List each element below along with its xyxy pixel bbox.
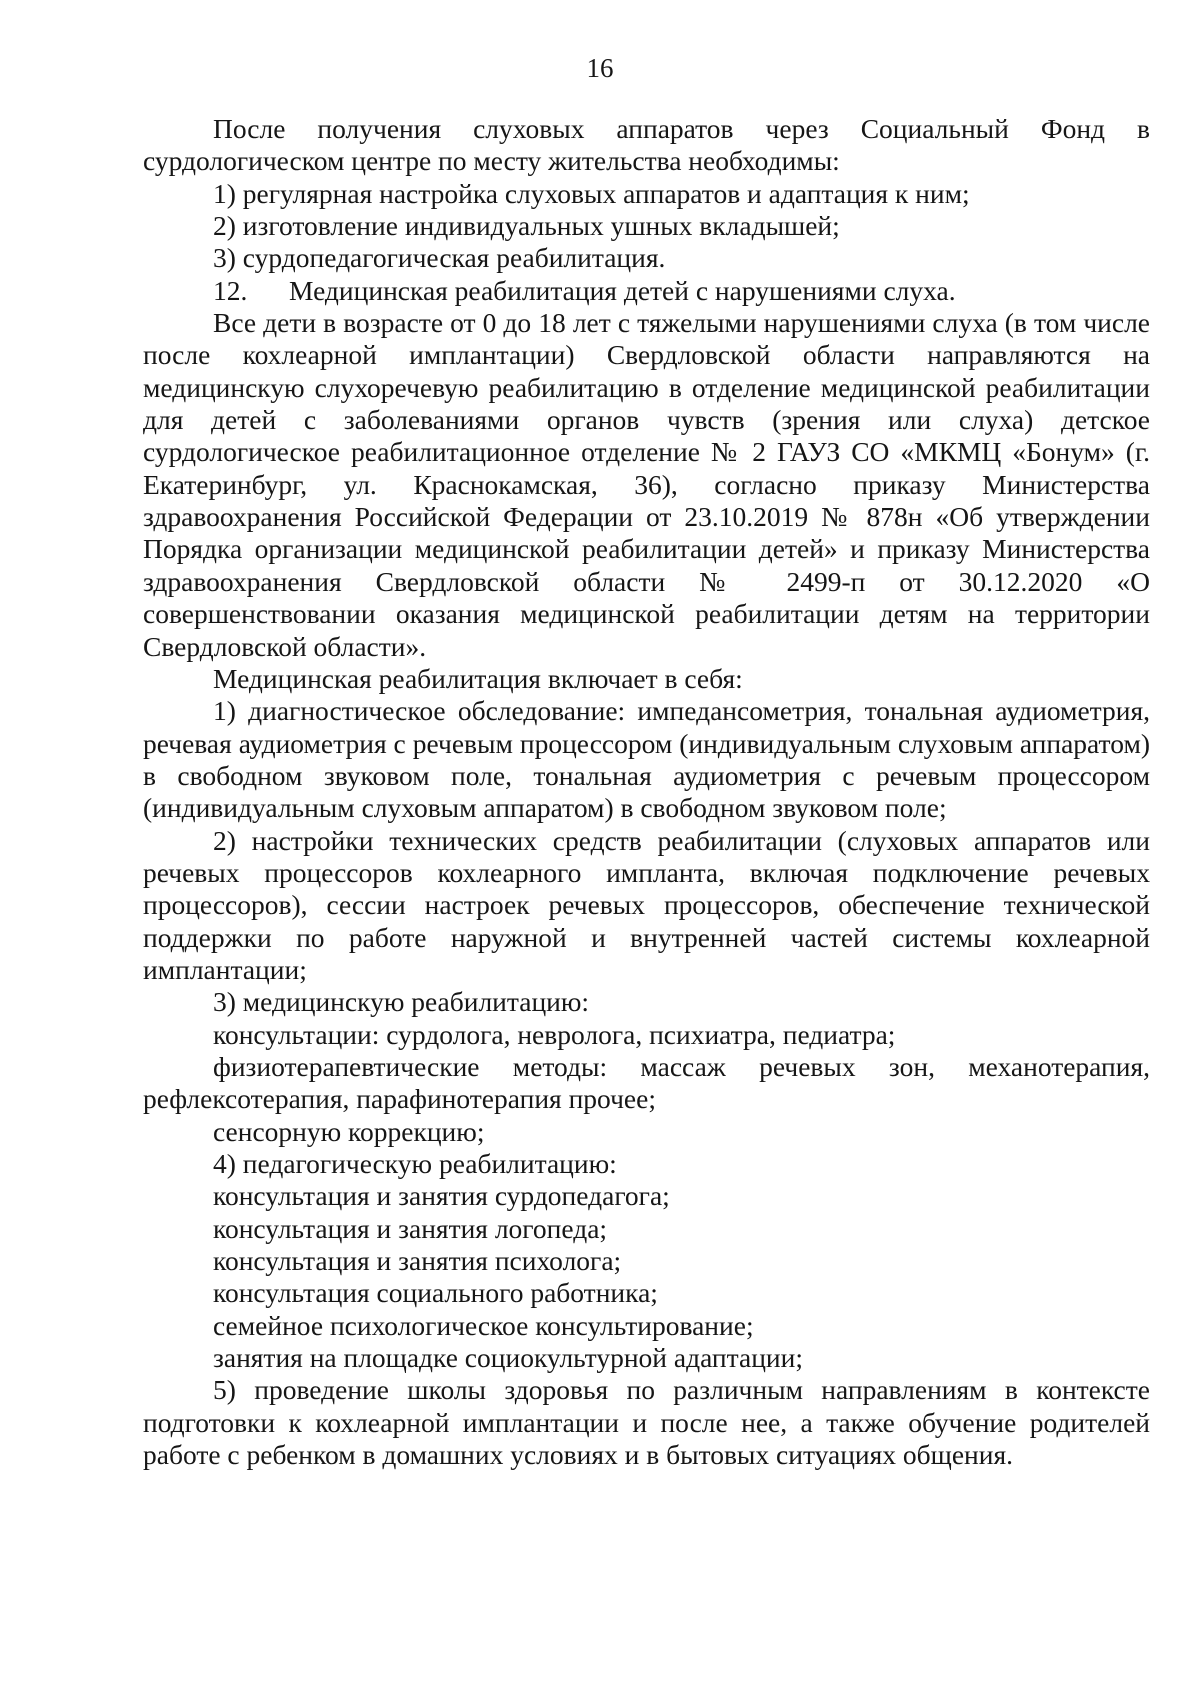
list-item-speech-therapist: консультация и занятия логопеда; bbox=[213, 1212, 608, 1244]
section-title: Медицинская реабилитация детей с нарушениями слуха. bbox=[289, 274, 956, 306]
list-item-pedagogical-rehab: 4) педагогическую реабилитацию: bbox=[213, 1148, 617, 1179]
list-item-health-school: 5) проведение школы здоровья по различным направлениям в контексте подготовки к кохлеарной имплантации и после нее, а также обучение родителей работе с ребенком в домашних условиях и в бытовых ситуациях общения. bbox=[143, 1374, 1150, 1471]
list-item-physiotherapy: физиотерапевтические методы: массаж речевых зон, механотерапия, рефлексотерапия, парафинотерапия прочее; bbox=[143, 1050, 1150, 1115]
paragraph-includes: Медицинская реабилитация включает в себя: bbox=[213, 662, 743, 694]
list-item-sociocultural: занятия на площадке социокультурной адаптации; bbox=[213, 1342, 804, 1374]
list-item-earmolds: 2) изготовление индивидуальных ушных вкладышей; bbox=[213, 210, 840, 242]
section-heading bbox=[143, 275, 1150, 307]
list-item-diagnostics: 1) диагностическое обследование: импедансометрия, тональная аудиометрия, речевая аудиометрия с речевым процессором (индивидуальным слуховым аппаратом) в свободном звуковом поле, тональная аудиометрия с речевым процессором (индивидуальным слуховым аппаратом) в свободном звуковом поле; bbox=[143, 695, 1150, 824]
list-item-surdopedagogue: консультация и занятия сурдопедагога; bbox=[213, 1180, 670, 1212]
list-item-sensory-correction: сенсорную коррекцию; bbox=[213, 1115, 485, 1147]
list-item-technical-settings: 2) настройки технических средств реабилитации (слуховых аппаратов или речевых процессоров кохлеарного импланта, включая подключение речевых процессоров), сессии настроек речевых процессоров, обеспечение технической поддержки по работе наружной и внутренней частей системы кохлеарной имплантации; bbox=[143, 824, 1150, 985]
list-item-medical-rehab: 3) медицинскую реабилитацию: bbox=[213, 986, 590, 1018]
list-item-surdopedagogy: 3) сурдопедагогическая реабилитация. bbox=[213, 242, 666, 274]
paragraph-referral: Все дети в возрасте от 0 до 18 лет с тяжелыми нарушениями слуха (в том числе после кохлеарной имплантации) Свердловской области направляются на медицинскую слухоречевую реабилитацию в отделение медицинской реабилитации для детей с заболеваниями органов чувств (зрения или слуха) детское сурдологическое реабилитационное отделение № 2 ГАУЗ СО «МКМЦ «Бонум» (г. Екатеринбург, ул. Краснокамская, 36), согласно приказу Министерства здравоохранения Российской Федерации от 23.10.2019 № 878н «Об утверждении Порядка организации медицинской реабилитации детей» и приказу Министерства здравоохранения Свердловской области № 2499-п от 30.12.2020 «О совершенствовании оказания медицинской реабилитации детям на территории Свердловской области». bbox=[143, 307, 1150, 662]
section-number: 12. bbox=[213, 274, 248, 306]
list-item-consultations: консультации: сурдолога, невролога, психиатра, педиатра; bbox=[213, 1018, 896, 1050]
list-item-psychologist: консультация и занятия психолога; bbox=[213, 1245, 622, 1277]
paragraph-intro: После получения слуховых аппаратов через Социальный Фонд в сурдологическом центре по месту жительства необходимы: bbox=[143, 113, 1150, 177]
list-item-tuning: 1) регулярная настройка слуховых аппаратов и адаптация к ним; bbox=[213, 177, 970, 209]
list-item-family-counseling: семейное психологическое консультирование; bbox=[213, 1309, 754, 1341]
list-item-social-worker: консультация социального работника; bbox=[213, 1277, 658, 1309]
document-body bbox=[143, 113, 1150, 1471]
page-number: 16 bbox=[586, 53, 614, 83]
